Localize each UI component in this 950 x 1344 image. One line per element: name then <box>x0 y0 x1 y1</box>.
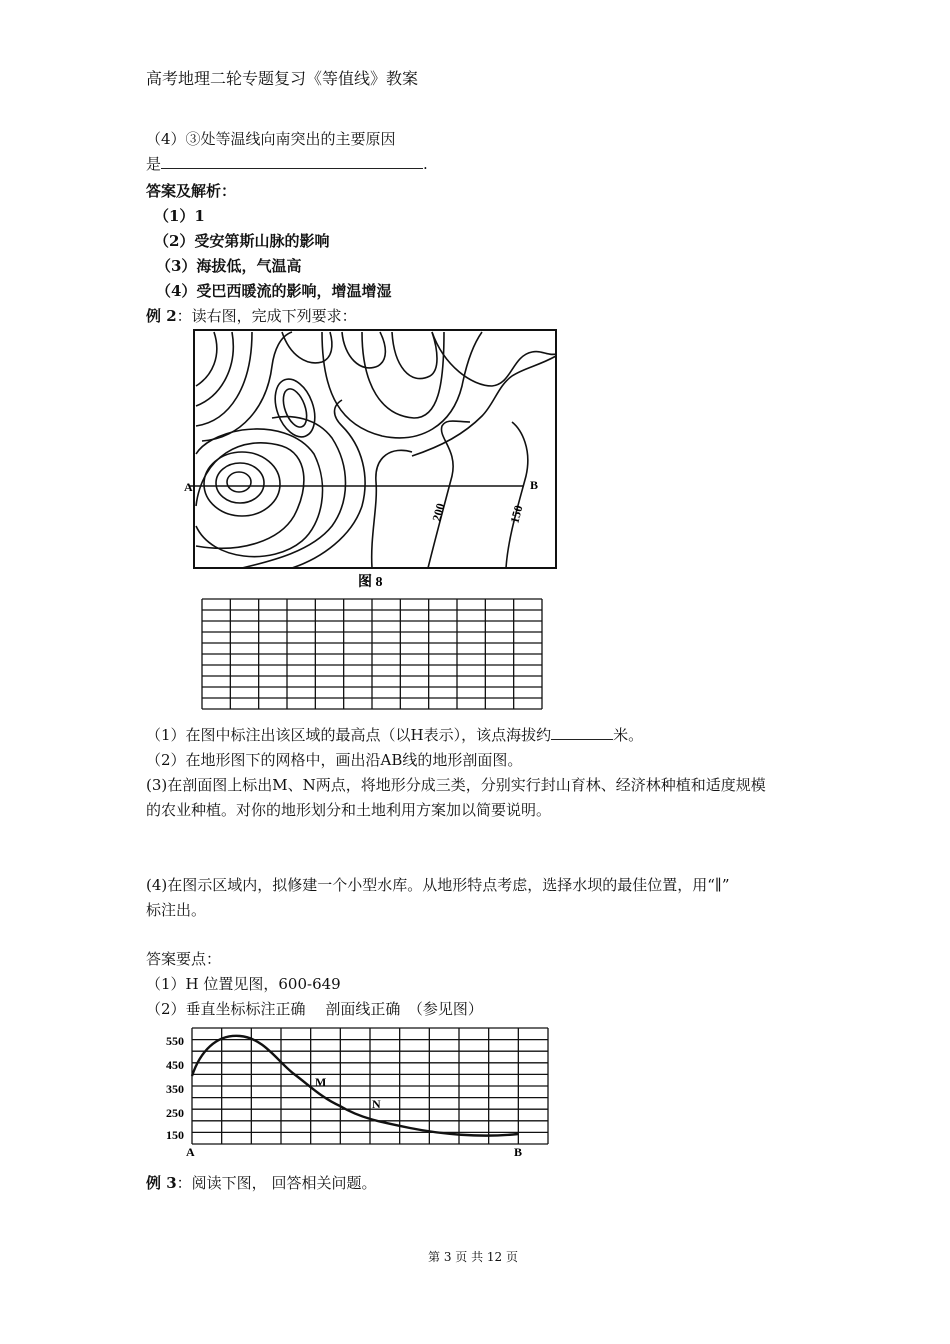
y-label-150: 150 <box>166 1128 184 1142</box>
example-2-label: 例 2 <box>146 307 177 325</box>
profile-label-n: N <box>372 1097 381 1111</box>
contour-map-figure <box>182 326 562 594</box>
profile-grid-blank <box>200 597 546 713</box>
question-4-prefix: 是 <box>146 155 162 173</box>
answer-key-1: （1）H 位置见图，600-649 <box>146 975 341 993</box>
question-4-suffix: . <box>423 155 428 173</box>
map-label-a: A <box>184 480 193 494</box>
elevation-blank <box>551 725 613 740</box>
question-4-line-1: (4)在图示区域内，拟修建一个小型水库。从地形特点考虑，选择水坝的最佳位置，用“∥” <box>146 876 730 894</box>
y-label-450: 450 <box>166 1058 184 1072</box>
question-3-line-2: 的农业种植。对你的地形划分和土地利用方案加以简要说明。 <box>146 801 552 819</box>
profile-label-a: A <box>186 1145 195 1159</box>
terrain-profile-figure <box>160 1022 560 1160</box>
answer-blank <box>161 154 423 169</box>
question-4-blank-line <box>146 153 428 174</box>
map-caption: 图 8 <box>358 575 383 590</box>
page-header-title: 高考地理二轮专题复习《等值线》教案 <box>146 69 419 88</box>
example-3-heading <box>146 1172 376 1193</box>
map-label-b: B <box>530 478 539 492</box>
question-1-unit: 米。 <box>613 726 644 744</box>
example-2-heading <box>146 305 357 326</box>
question-2: （2）在地形图下的网格中，画出沿AB线的地形剖面图。 <box>146 751 523 769</box>
profile-label-b: B <box>514 1145 523 1159</box>
question-4-text: （4）③处等温线向南突出的主要原因 <box>146 130 396 148</box>
answer-4: （4）受巴西暖流的影响，增温增湿 <box>156 282 392 300</box>
question-3-line-1: (3)在剖面图上标出M、N两点，将地形分成三类，分别实行封山育林、经济林种植和适度规模 <box>146 776 766 794</box>
contour-label-200: 200 <box>429 501 448 523</box>
question-1 <box>146 724 643 745</box>
y-label-350: 350 <box>166 1082 184 1096</box>
answer-3: （3）海拔低，气温高 <box>156 257 302 275</box>
answer-heading: 答案及解析： <box>146 182 237 200</box>
page-footer: 第 3 页 共 12 页 <box>428 1250 518 1264</box>
contour-label-150: 150 <box>507 503 526 525</box>
question-1-text: （1）在图中标注出该区域的最高点（以H表示），该点海拔约 <box>146 726 552 744</box>
profile-label-m: M <box>315 1075 327 1089</box>
example-3-text: ：阅读下图， 回答相关问题。 <box>176 1174 377 1192</box>
answer-key-heading: 答案要点： <box>146 950 222 968</box>
example-2-text: ：读右图，完成下列要求： <box>176 307 357 325</box>
answer-1: （1）1 <box>154 207 205 225</box>
answer-2: （2）受安第斯山脉的影响 <box>154 232 330 250</box>
answer-key-2: （2）垂直坐标标注正确 剖面线正确 （参见图） <box>146 1000 483 1018</box>
question-4-line-2: 标注出。 <box>146 901 207 919</box>
y-label-550: 550 <box>166 1034 184 1048</box>
example-3-label: 例 3 <box>146 1174 177 1192</box>
y-label-250: 250 <box>166 1106 184 1120</box>
